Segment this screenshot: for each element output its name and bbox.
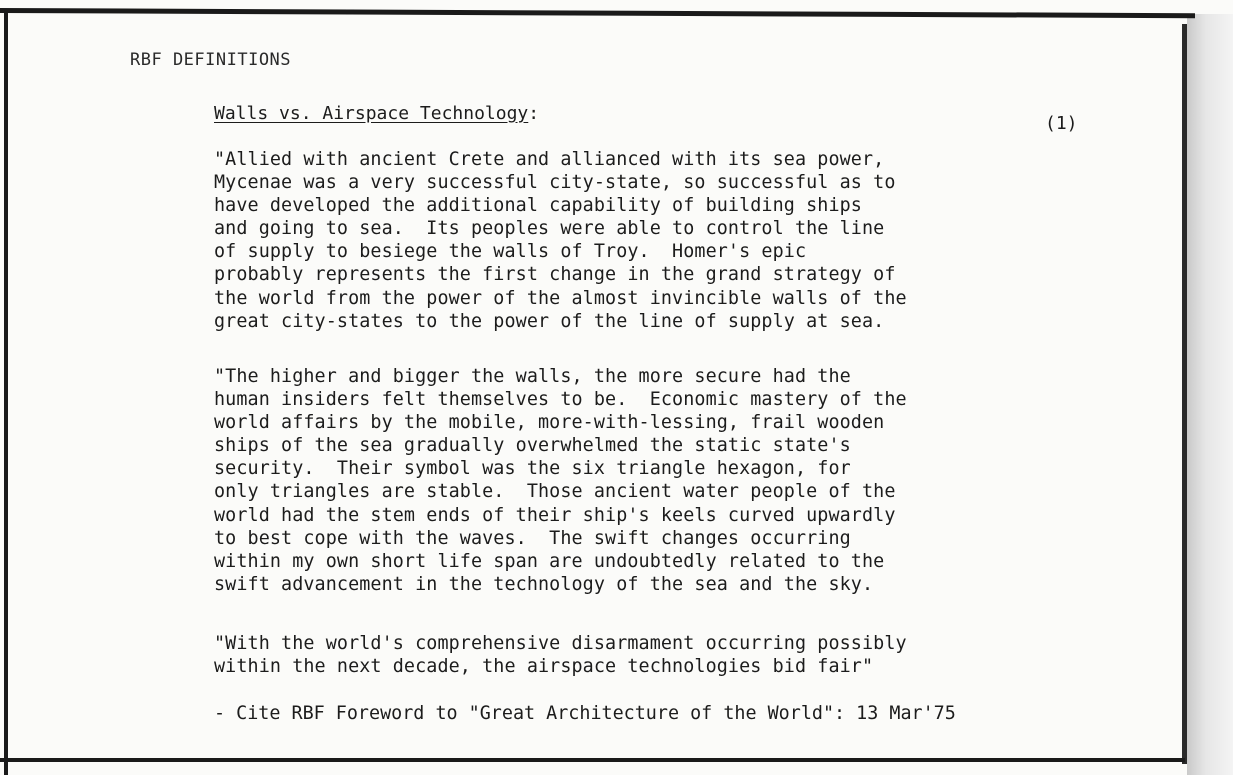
card-right-border <box>1182 24 1187 764</box>
section-title <box>214 103 539 124</box>
card-top-border <box>0 8 1195 18</box>
section-title-text: Walls vs. Airspace Technology <box>214 103 529 124</box>
card-left-border <box>4 10 8 775</box>
citation: - Cite RBF Foreword to "Great Architecture of the World": 13 Mar'75 <box>214 703 956 724</box>
section-title-colon: : <box>528 103 540 124</box>
page-number: (1) <box>1045 113 1078 134</box>
quote-paragraph-1: "Allied with ancient Crete and allianced with its sea power, Mycenae was a very successful city-state, so successful as to have developed the additional capability of building ships and going to sea. Its peoples were able to control the line of supply to besiege the walls of Troy. Homer's epic probably represents the first change in the grand strategy of the world from the power of the almost invincible walls of the great city-states to the power of the line of supply at sea. <box>214 149 907 332</box>
scan-shadow <box>1187 14 1233 775</box>
card-bottom-border <box>0 758 1185 762</box>
quote-paragraph-3: "With the world's comprehensive disarmament occurring possibly within the next decade, the airspace technologies bid fair" <box>214 633 907 678</box>
card-header: RBF DEFINITIONS <box>130 50 292 70</box>
quote-paragraph-2: "The higher and bigger the walls, the more secure had the human insiders felt themselves to be. Economic mastery of the world affairs by the mobile, more-with-lessing, frail wooden ships of the sea gradually overwhelmed the static state's security. Their symbol was the six triangle hexagon, for only triangles are stable. Those ancient water people of the world had the stem ends of their ship's keels curved upwardly to best cope with the waves. The swift changes occurring within my own short life span are undoubtedly related to the swift advancement in the technology of the sea and the sky. <box>214 366 907 595</box>
